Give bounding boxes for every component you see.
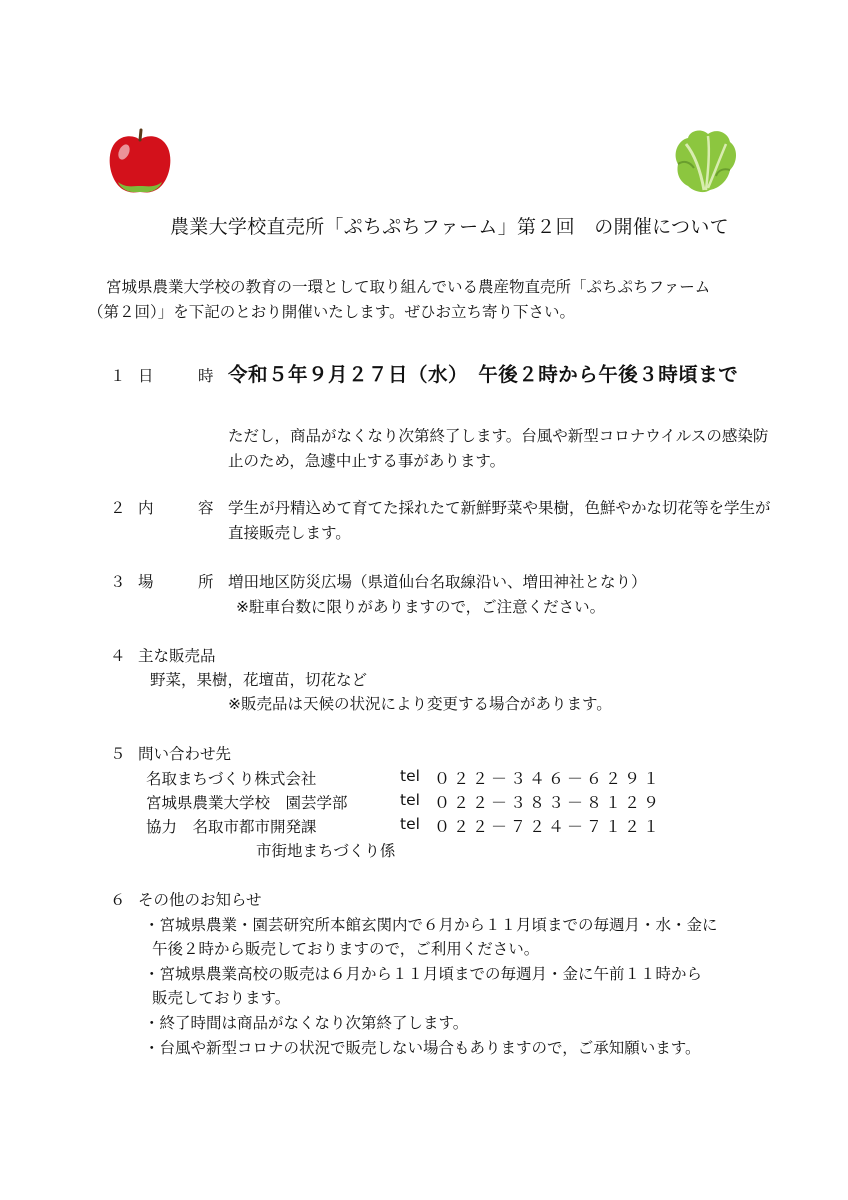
notice-line: 午後２時から販売しておりますので，ご利用ください。: [152, 940, 540, 958]
contact-sub: 市街地まちづくり係: [256, 842, 396, 860]
tel-label: tel: [400, 767, 420, 785]
content-line-1: 学生が丹精込めて育てた採れたて新鮮野菜や果樹，色鮮やかな切花等を学生が: [228, 499, 771, 517]
item-label: 場: [138, 573, 154, 591]
intro-line-1: 宮城県農業大学校の教育の一環として取り組んでいる農産物直売所「ぷちぷちファーム: [106, 278, 711, 296]
item-number: ６: [110, 891, 126, 909]
item-label: 内: [138, 499, 154, 517]
item-number: １: [110, 367, 126, 385]
item-number: ５: [110, 745, 126, 763]
notice-line: ・宮城県農業高校の販売は６月から１１月頃までの毎週月・金に午前１１時から: [144, 965, 703, 983]
lettuce-icon: [668, 124, 740, 196]
item-number: ２: [110, 499, 126, 517]
notice-line: ・台風や新型コロナの状況で販売しない場合もありますので，ご承知願います。: [144, 1039, 701, 1057]
content-line-2: 直接販売します。: [228, 524, 351, 542]
contact-name: 宮城県農業大学校 園芸学部: [146, 794, 348, 812]
item-label: 容: [198, 499, 214, 517]
products-note: ※販売品は天候の状況により変更する場合があります。: [228, 695, 612, 713]
item-label: その他のお知らせ: [138, 891, 262, 909]
products-list: 野菜，果樹，花壇苗，切花など: [150, 671, 368, 689]
item-label: 日: [138, 367, 154, 385]
item-label: 問い合わせ先: [138, 745, 232, 763]
place-note: ※駐車台数に限りがありますので，ご注意ください。: [236, 598, 606, 616]
phone-number[interactable]: ０２２－３８３－８１２９: [434, 793, 663, 812]
event-datetime: 令和５年９月２７日（水） 午後２時から午後３時頃まで: [228, 363, 739, 386]
date-note-line-2: 止のため，急遽中止する事があります。: [228, 452, 506, 470]
contact-name: 協力 名取市都市開発課: [146, 818, 317, 836]
tel-label: tel: [400, 791, 420, 809]
place-line-1: 増田地区防災広場（県道仙台名取線沿い、増田神社となり）: [228, 573, 647, 591]
contact-name: 名取まちづくり株式会社: [146, 770, 317, 788]
item-number: ４: [110, 647, 126, 665]
phone-number[interactable]: ０２２－７２４－７１２１: [434, 817, 663, 836]
notice-line: ・終了時間は商品がなくなり次第終了します。: [144, 1014, 469, 1032]
apple-icon: [104, 126, 176, 198]
intro-line-2: （第２回）」を下記のとおり開催いたします。ぜひお立ち寄り下さい。: [88, 303, 576, 321]
page-title: 農業大学校直売所「ぷちぷちファーム」第２回 の開催について: [170, 216, 729, 238]
tel-label: tel: [400, 815, 420, 833]
notice-line: ・宮城県農業・園芸研究所本館玄関内で６月から１１月頃までの毎週月・水・金に: [144, 916, 718, 934]
notice-line: 販売しております。: [152, 989, 291, 1007]
item-label: 所: [198, 573, 214, 591]
phone-number[interactable]: ０２２－３４６－６２９１: [434, 769, 663, 788]
item-label: 時: [198, 367, 214, 385]
date-note-line-1: ただし，商品がなくなり次第終了します。台風や新型コロナウイルスの感染防: [228, 427, 769, 445]
item-label: 主な販売品: [138, 647, 216, 665]
item-number: ３: [110, 573, 126, 591]
